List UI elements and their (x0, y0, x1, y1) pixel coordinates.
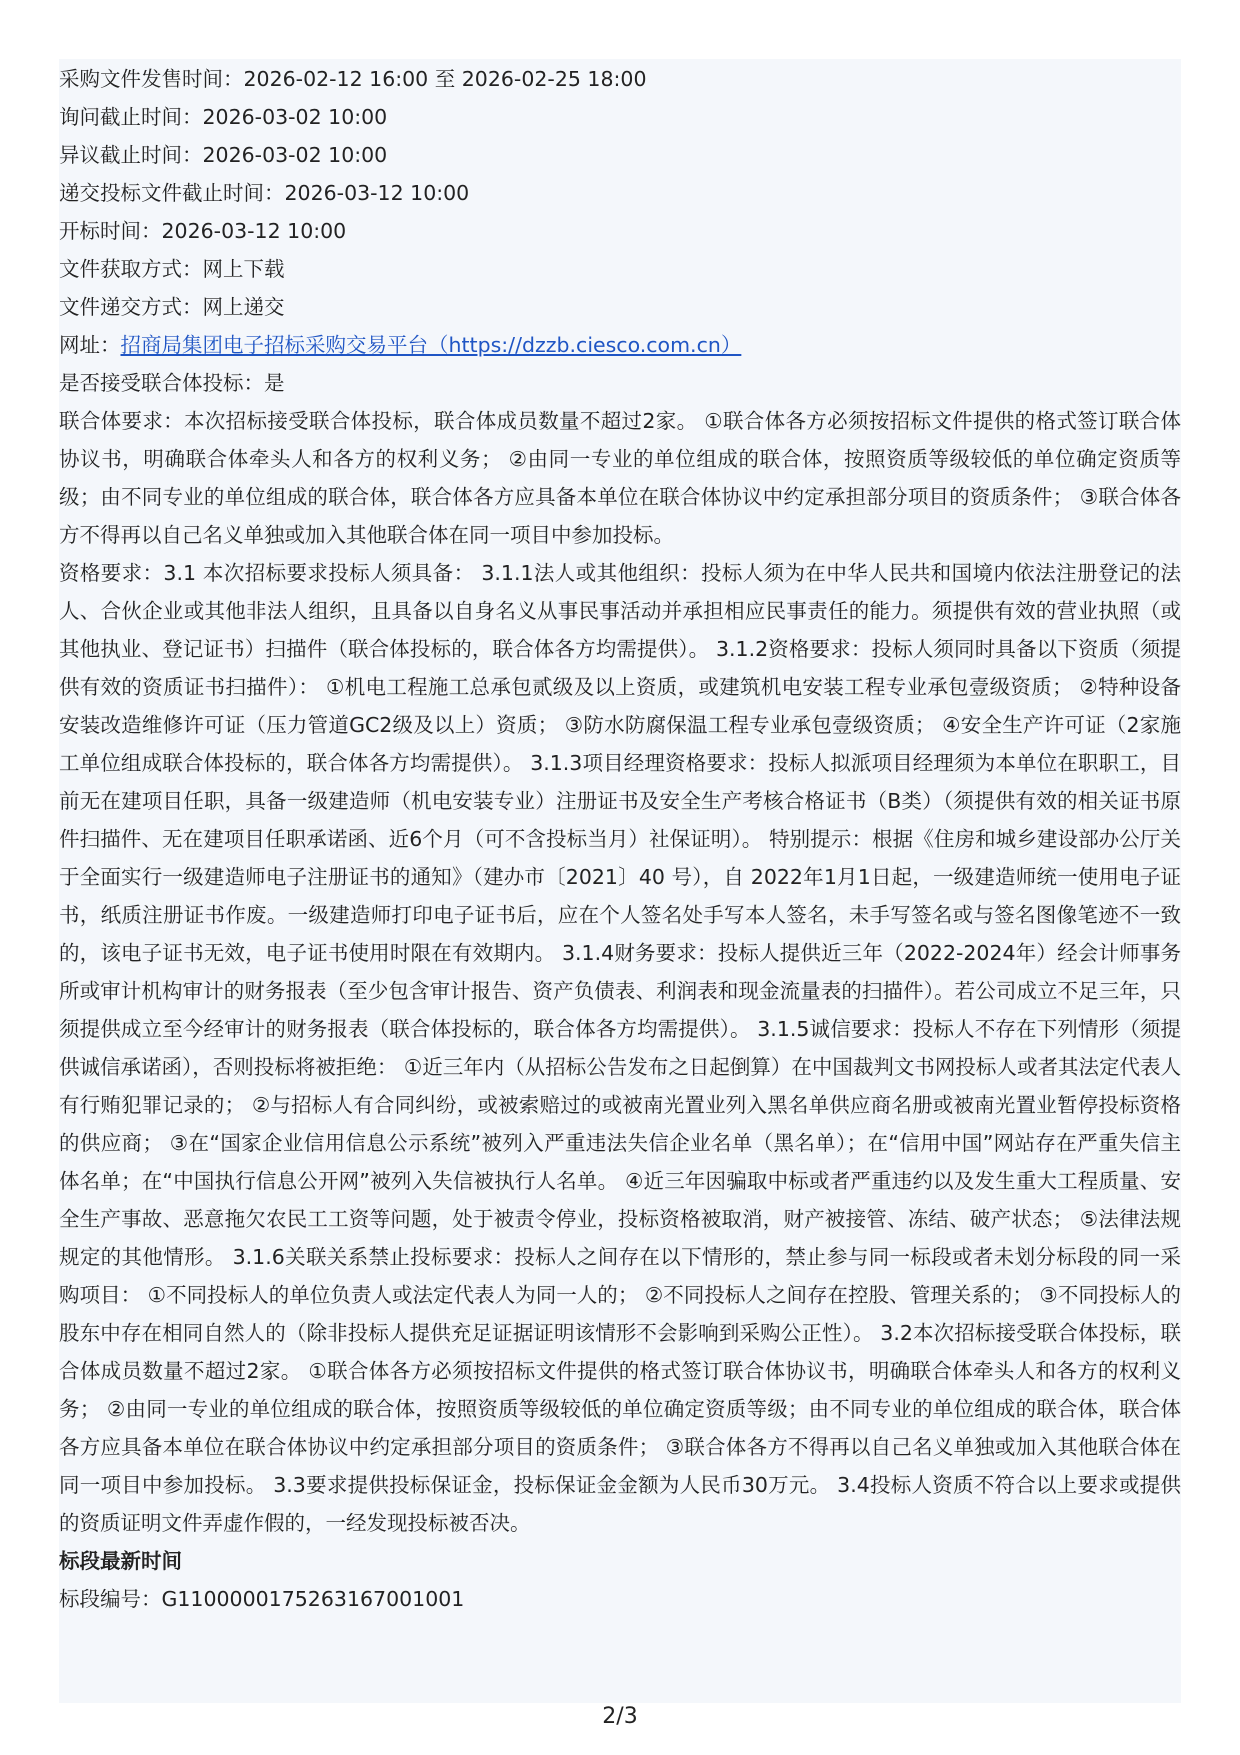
qualification-requirements: 资格要求：3.1 本次招标要求投标人须具备： 3.1.1法人或其他组织：投标人须为在中华人民共和国境内依法注册登记的法人、合伙企业或其他非法人组织，且具备以自身名义从事民事活动并承担相应民事责任的能力。须提供有效的营业执照（或其他执业、登记证书）扫描件（联合体投标的，联合体各方均需提供）。 3.1.2资格要求：投标人须同时具备以下资质（须提供有效的资质证书扫描件）： ①机电工程施工总承包贰级及以上资质，或建筑机电安装工程专业承包壹级资质； ②特种设备安装改造维修许可证（压力管道GC2级及以上）资质； ③防水防腐保温工程专业承包壹级资质； ④安全生产许可证（2家施工单位组成联合体投标的，联合体各方均需提供）。 3.1.3项目经理资格要求：投标人拟派项目经理须为本单位在职职工，目前无在建项目任职，具备一级建造师（机电安装专业）注册证书及安全生产考核合格证书（B类）（须提供有效的相关证书原件扫描件、无在建项目任职承诺函、近6个月（可不含投标当月）社保证明）。 特别提示：根据《住房和城乡建设部办公厅关于全面实行一级建造师电子注册证书的通知》（建办市〔2021〕40 号），自 2022年1月1日起，一级建造师统一使用电子证书，纸质注册证书作废。一级建造师打印电子证书后，应在个人签名处手写本人签名，未手写签名或与签名图像笔迹不一致的，该电子证书无效，电子证书使用时限在有效期内。 3.1.4财务要求：投标人提供近三年（2022-2024年）经会计师事务所或审计机构审计的财务报表（至少包含审计报告、资产负债表、利润表和现金流量表的扫描件）。若公司成立不足三年，只须提供成立至今经审计的财务报表（联合体投标的，联合体各方均需提供）。 3.1.5诚信要求：投标人不存在下列情形（须提供诚信承诺函），否则投标将被拒绝： ①近三年内（从招标公告发布之日起倒算）在中国裁判文书网投标人或者其法定代表人有行贿犯罪记录的； ②与招标人有合同纠纷，或被索赔过的或被南光置业列入黑名单供应商名册或被南光置业暂停投标资格的供应商； ③在“国家企业信用信息公示系统”被列入严重违法失信企业名单（黑名单）；在“信用中国”网站存在严重失信主体名单；在“中国执行信息公开网”被列入失信被执行人名单。 ④近三年因骗取中标或者严重违约以及发生重大工程质量、安全生产事故、恶意拖欠农民工工资等问题，处于被责令停业，投标资格被取消，财产被接管、冻结、破产状态； ⑤法律法规规定的其他情形。 3.1.6关联关系禁止投标要求：投标人之间存在以下情形的，禁止参与同一标段或者未划分标段的同一采购项目： ①不同投标人的单位负责人或法定代表人为同一人的； ②不同投标人之间存在控股、管理关系的； ③不同投标人的股东中存在相同自然人的（除非投标人提供充足证据证明该情形不会影响到采购公正性）。 3.2本次招标接受联合体投标，联合体成员数量不超过2家。 ①联合体各方必须按招标文件提供的格式签订联合体协议书，明确联合体牵头人和各方的权利义务； ②由同一专业的单位组成的联合体，按照资质等级较低的单位确定资质等级；由不同专业的单位组成的联合体，联合体各方应具备本单位在联合体协议中约定承担部分项目的资质条件； ③联合体各方不得再以自己名义单独或加入其他联合体在同一项目中参加投标。 3.3要求提供投标保证金，投标保证金金额为人民币30万元。 3.4投标人资质不符合以上要求或提供的资质证明文件弄虚作假的，一经发现投标被否决。 (59, 561, 1181, 1535)
submission-deadline: 递交投标文件截止时间：2026-03-12 10:00 (59, 181, 470, 205)
tender-details (59, 60, 1181, 1618)
website-row (59, 326, 1181, 364)
consortium-requirements: 联合体要求：本次招标接受联合体投标，联合体成员数量不超过2家。 ①联合体各方必须按招标文件提供的格式签订联合体协议书，明确联合体牵头人和各方的权利义务； ②由同一专业的单位组成的联合体，按照资质等级较低的单位确定资质等级；由不同专业的单位组成的联合体，联合体各方应具备本单位在联合体协议中约定承担部分项目的资质条件； ③联合体各方不得再以自己名义单独或加入其他联合体在同一项目中参加投标。 (59, 409, 1181, 547)
inquiry-deadline: 询问截止时间：2026-03-02 10:00 (59, 105, 388, 129)
platform-link[interactable]: 招商局集团电子招标采购交易平台（https://dzzb.ciesco.com.cn） (120, 333, 742, 357)
document-obtain-method: 文件获取方式：网上下载 (59, 257, 285, 281)
bid-opening-time: 开标时间：2026-03-12 10:00 (59, 219, 347, 243)
section-number: 标段编号：G1100000175263167001001 (59, 1587, 465, 1611)
objection-deadline: 异议截止时间：2026-03-02 10:00 (59, 143, 388, 167)
section-latest-time-heading: 标段最新时间 (59, 1549, 182, 1573)
sale-time: 采购文件发售时间：2026-02-12 16:00 至 2026-02-25 18:00 (59, 67, 647, 91)
consortium-accepted: 是否接受联合体投标：是 (59, 371, 285, 395)
website-label: 网址： (59, 333, 121, 357)
page-number: 2/3 (602, 1704, 638, 1729)
document-submit-method: 文件递交方式：网上递交 (59, 295, 285, 319)
